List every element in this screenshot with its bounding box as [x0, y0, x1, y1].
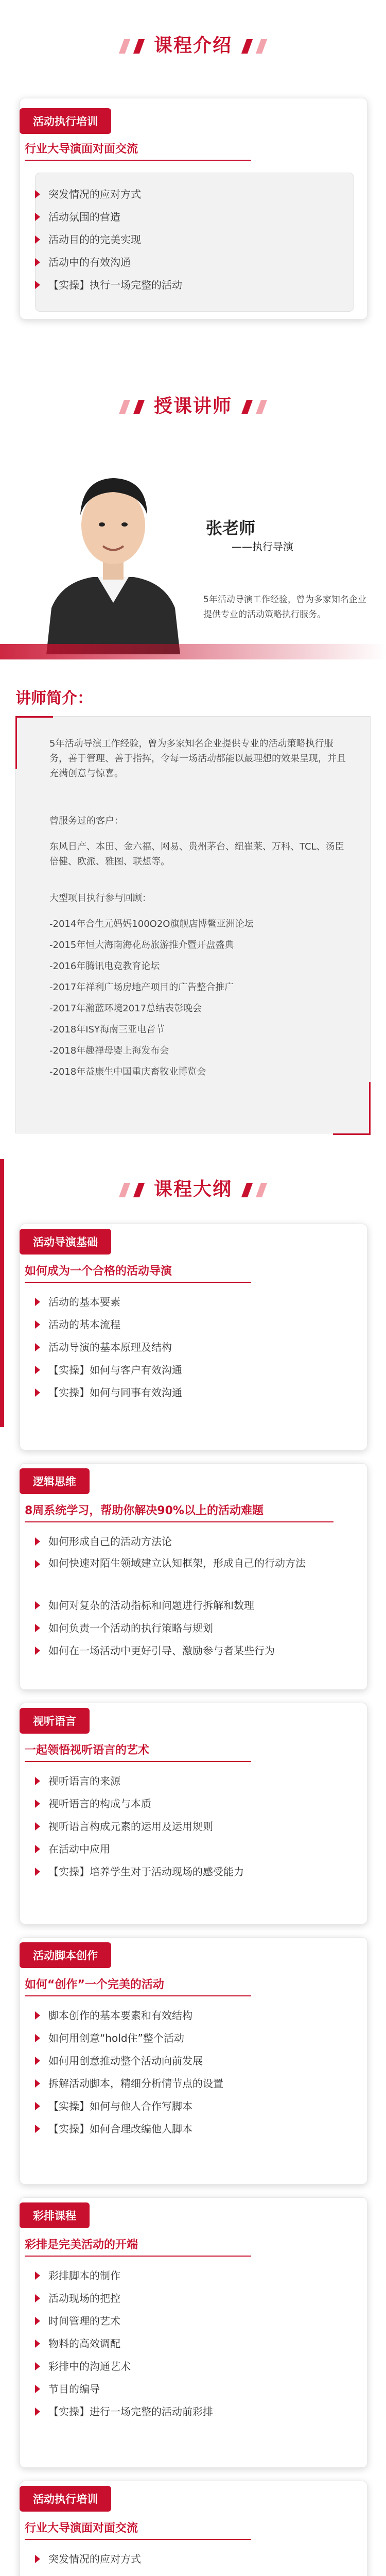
instructor-portrait — [31, 438, 196, 654]
list-item: 物料的高效调配 — [35, 2332, 213, 2355]
module-rule — [25, 2539, 251, 2540]
list-item: 突发情况的应对方式 — [35, 2548, 182, 2570]
module-list — [35, 2004, 223, 2140]
list-item: 节目的编导 — [35, 2378, 213, 2400]
list-item: 【实操】进行一场完整的活动前彩排 — [35, 2400, 213, 2423]
list-item: 脚本创作的基本要素和有效结构 — [35, 2004, 223, 2027]
bio-clients: 东风日产、本田、金六福、网易、贵州茅台、纽崔莱、万科、TCL、汤臣倍健、欧派、雅图、联想等。 — [49, 841, 344, 867]
title-deco-right — [241, 39, 252, 54]
module-subtitle: 8周系统学习，帮助你解决90%以上的活动难题 — [25, 1504, 264, 1517]
bio-title: 讲师简介： — [15, 689, 93, 707]
module-rule — [25, 2256, 251, 2257]
title-deco-left — [119, 1183, 130, 1197]
list-item: 如何对复杂的活动指标和问题进行拆解和数理 — [35, 1594, 344, 1617]
module-list — [35, 1530, 344, 1662]
title-deco-right-2 — [255, 400, 267, 414]
project-item: -2017年瀚蓝环境2017总结表彰晚会 — [49, 1003, 202, 1014]
project-item: -2017年祥利广场房地产项目的广告整合推广 — [49, 982, 234, 993]
list-item: 活动现场的把控 — [35, 2287, 213, 2310]
module-subtitle: 如何“创作”一个完美的活动 — [25, 1978, 164, 1991]
bio-projects — [49, 917, 350, 1086]
course-intro-subtitle: 行业大导演面对面交流 — [25, 143, 138, 156]
bio-paragraph: 5年活动导演工作经验，曾为多家知名企业提供专业的活动策略执行服务，善于管理、善于指挥，令每一场活动都能以最理想的效果呈现，并且充满创意与惊喜。 — [49, 738, 346, 779]
module-rule — [25, 1521, 334, 1522]
list-item: 如何快速对陌生领域建立认知框架，形成自己的行动方法 — [35, 1553, 344, 1594]
module-tag: 活动导演基础 — [20, 1229, 111, 1255]
outline-deco-line — [0, 1159, 4, 1427]
outline-title: 课程大纲 — [153, 1179, 232, 1200]
title-deco-right-2 — [255, 39, 267, 54]
list-item: 活动氛围的营造 — [35, 206, 182, 228]
title-deco-left-2 — [133, 39, 145, 54]
course-intro-tag: 活动执行培训 — [20, 108, 111, 134]
project-item: -2018年趣禅母婴上海发布会 — [49, 1045, 169, 1056]
module-list — [35, 2548, 182, 2576]
project-item: -2018年ISY海南三亚电音节 — [49, 1024, 165, 1035]
module-subtitle: 彩排是完美活动的开端 — [25, 2239, 138, 2251]
title-deco-left — [119, 400, 130, 414]
title-deco-left-2 — [133, 400, 145, 414]
list-item: 【实操】如何与客户有效沟通 — [35, 1359, 182, 1381]
title-deco-left — [119, 39, 130, 54]
module-list — [35, 1770, 244, 1883]
instructor-role: ——执行导演 — [232, 540, 293, 553]
module-rule — [25, 1995, 251, 1996]
list-item: 【实操】培养学生对于活动现场的感受能力 — [35, 1860, 244, 1883]
module-subtitle: 行业大导演面对面交流 — [25, 2522, 138, 2535]
module-list — [35, 2264, 213, 2423]
list-item: 视听语言的来源 — [35, 1770, 244, 1792]
instructor-heading — [0, 392, 386, 418]
module-tag: 视听语言 — [20, 1708, 90, 1734]
list-item: 活动导演的基本原理及结构 — [35, 1336, 182, 1359]
instructor-desc: 5年活动导演工作经验，曾为多家知名企业提供专业的活动策略执行服务。 — [203, 595, 366, 620]
project-item: -2016年腾讯电竞教育论坛 — [49, 961, 160, 972]
project-item: -2014年合生元妈妈100O2O旗舰店博鳌亚洲论坛 — [49, 919, 254, 929]
list-item: 【实操】如何合理改编他人脚本 — [35, 2117, 223, 2140]
title-deco-right — [241, 400, 252, 414]
instructor-title-heading: 授课讲师 — [153, 396, 232, 417]
course-intro-list — [35, 183, 182, 296]
list-item: 拆解活动脚本，精细分析情节点的设置 — [35, 2072, 223, 2095]
module-tag: 活动执行培训 — [20, 2486, 111, 2512]
instructor-divider — [0, 644, 386, 659]
project-item: -2015年恒大海南海花岛旅游推介暨开盘盛典 — [49, 940, 234, 951]
instructor-name: 张老师 — [206, 518, 256, 538]
module-tag: 彩排课程 — [20, 2202, 90, 2228]
outline-heading — [0, 1175, 386, 1201]
list-item: 如何形成自己的活动方法论 — [35, 1530, 344, 1553]
list-item: 如何在一场活动中更好引导、激励参与者某些行为 — [35, 1639, 344, 1662]
module-rule — [25, 1282, 251, 1283]
list-item: 如何用创意“hold住”整个活动 — [35, 2027, 223, 2049]
bio-corner-top-left — [15, 716, 53, 769]
list-item: 如何用创意推动整个活动向前发展 — [35, 2049, 223, 2072]
module-subtitle: 如何成为一个合格的活动导演 — [25, 1265, 172, 1278]
list-item: 时间管理的艺术 — [35, 2310, 213, 2332]
module-subtitle: 一起领悟视听语言的艺术 — [25, 1744, 150, 1757]
list-item: 【实操】执行一场完整的活动 — [35, 274, 182, 296]
course-intro-heading — [0, 31, 386, 57]
list-item: 视听语言构成元素的运用及运用规则 — [35, 1815, 244, 1838]
list-item: 彩排脚本的制作 — [35, 2264, 213, 2287]
bio-clients-label: 曾服务过的客户： — [49, 816, 124, 826]
module-tag: 逻辑思维 — [20, 1468, 90, 1494]
list-item: 彩排中的沟通艺术 — [35, 2355, 213, 2378]
bio-projects-label: 大型项目执行参与回顾： — [49, 893, 151, 904]
list-item: 活动中的有效沟通 — [35, 251, 182, 274]
title-deco-right-2 — [255, 1183, 267, 1197]
list-item: 活动的基本要素 — [35, 1291, 182, 1313]
list-item: 在活动中应用 — [35, 1838, 244, 1860]
list-item: 视听语言的构成与本质 — [35, 1792, 244, 1815]
title-deco-right — [241, 1183, 252, 1197]
module-list — [35, 1291, 182, 1404]
module-rule — [25, 1761, 251, 1762]
list-item: 【实操】如何与同事有效沟通 — [35, 1381, 182, 1404]
list-item: 活动的基本流程 — [35, 1313, 182, 1336]
project-item: -2018年益康生中国重庆畜牧业博览会 — [49, 1066, 206, 1077]
list-item: 如何负责一个活动的执行策略与规划 — [35, 1617, 344, 1639]
list-item — [35, 2570, 182, 2576]
list-item: 【实操】如何与他人合作写脚本 — [35, 2095, 223, 2117]
course-intro-rule — [25, 160, 251, 161]
title-deco-left-2 — [133, 1183, 145, 1197]
bio-corner-bottom-right — [333, 1082, 371, 1135]
list-item: 活动目的的完美实现 — [35, 228, 182, 251]
list-item: 突发情况的应对方式 — [35, 183, 182, 206]
course-intro-title: 课程介绍 — [153, 35, 232, 56]
module-tag: 活动脚本创作 — [20, 1942, 111, 1968]
